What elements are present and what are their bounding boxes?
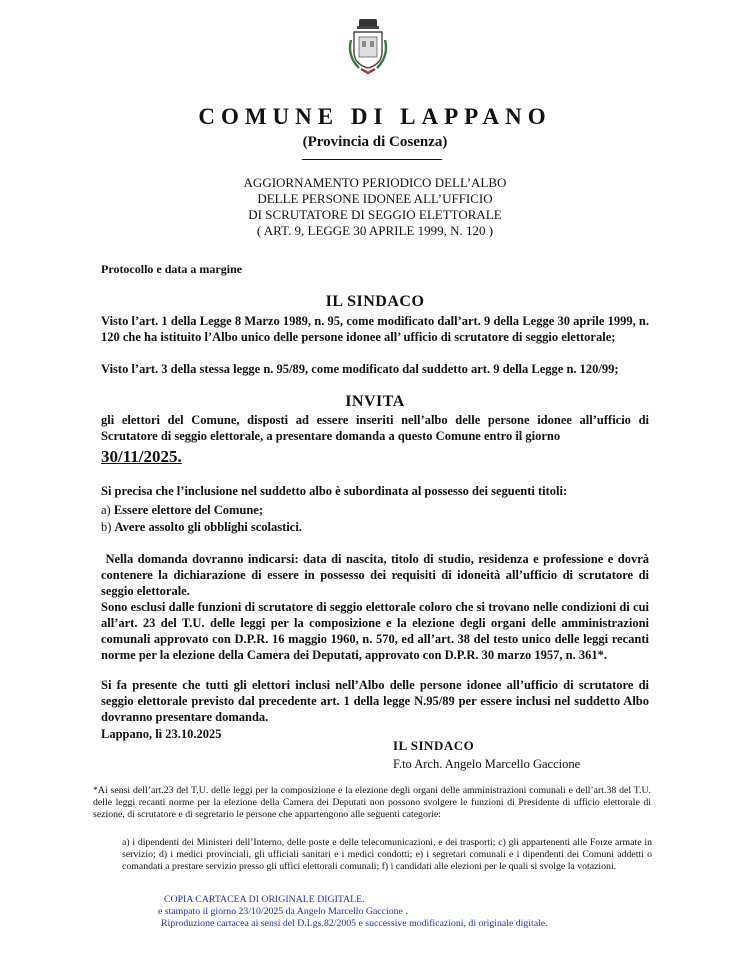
requirement-text: Avere assolto gli obblighi scolastici. [114, 520, 302, 534]
signature-title: IL SINDACO [393, 738, 475, 753]
mayor-heading: IL SINDACO [325, 293, 425, 310]
visto-paragraph-2: Visto l’art. 3 della stessa legge n. 95/89, come modificato dal suddetto art. 9 della Legge n. 120/99; [101, 362, 619, 376]
requirement-item-a [101, 503, 263, 518]
heading-line: DI SCRUTATORE DI SEGGIO ELETTORALE [248, 207, 502, 222]
heading-line: ( ART. 9, LEGGE 30 APRILE 1999, N. 120 ) [256, 223, 494, 238]
footnote-text: *Ai sensi dell’art.23 del T.U. delle leggi per la composizione e la elezione degli organi delle amministrazioni comunali e dell’art.38 del T.U. delle leggi recanti norme per la elezione della Camera dei Deputati non possono svolgere le funzioni di Presidente di ufficio elettorale di sezione, di scrutatore e di segretario le persone che appartengono alle seguenti categorie: [93, 785, 651, 820]
visto-paragraph-1: Visto l’art. 1 della Legge 8 Marzo 1989, n. 95, come modificato dall’art. 9 della Legge 30 aprile 1999, n. 120 che ha istituito l’Albo unico delle persone idonee all’ ufficio di scrutatore di seggio elettorale; [101, 314, 649, 344]
digital-copy-line-1: COPIA CARTACEA DI ORIGINALE DIGITALE. [164, 894, 365, 905]
protocol-note: Protocollo e data a margine [101, 262, 243, 276]
divider [302, 159, 442, 160]
province-subtitle: (Provincia di Cosenza) [302, 134, 448, 150]
invita-paragraph: gli elettori del Comune, disposti ad essere inseriti nell’albo delle persone idonee all’ufficio di Scrutatore di seggio elettorale, a presentare domanda a questo Comune entro il giorno [101, 413, 649, 443]
digital-copy-line-3: Riproduzione cartacea ai sensi del D.Lgs.82/2005 e successive modificazioni, di originale digitale. [161, 918, 548, 929]
invita-heading: INVITA [345, 393, 405, 410]
heading-line: AGGIORNAMENTO PERIODICO DELL’ALBO [243, 175, 507, 190]
municipality-title: COMUNE DI LAPPANO [198, 104, 552, 129]
application-paragraph: Nella domanda dovranno indicarsi: data di nascita, titolo di studio, residenza e professione e dovrà contenere la dichiarazione di essere in possesso dei requisiti di idoneità all’ufficio di scrutatore di seggio elettorale. [101, 552, 653, 598]
deadline-date: 30/11/2025. [101, 447, 182, 466]
requirement-text: Essere elettore del Comune; [113, 503, 263, 517]
signature-name: F.to Arch. Angelo Marcello Gaccione [393, 757, 581, 771]
municipal-crest-icon [345, 18, 391, 76]
requirement-letter: b) [101, 520, 112, 534]
heading-line: DELLE PERSONE IDONEE ALL’UFFICIO [257, 191, 493, 206]
footnote-list: a) i dipendenti dei Ministeri dell’Interno, delle poste e delle telecomunicazioni, e dei trasporti; c) gli appartenenti alle Forze armate in servizio; d) i medici provinciali, gli ufficiali sanitari e i medici condotti; e) i segretari comunali e i dipendenti dei Comuni addetti o comandati a prestare servizio presso gli uffici elettorali comunali; f) i candidati alle elezioni per le quali si svolge la votazioni. [122, 837, 652, 872]
requirements-intro: Si precisa che l’inclusione nel suddetto albo è subordinata al possesso dei seguenti titoli: [101, 484, 568, 498]
inclusion-paragraph: Si fa presente che tutti gli elettori inclusi nell’Albo delle persone idonee all’ufficio di scrutatore di seggio elettorale previsto dal precedente art. 1 della legge N.95/89 per essere inclusi nel suddetto Albo dovranno presentare domanda. [101, 678, 649, 724]
requirement-letter: a) [101, 503, 111, 517]
digital-copy-line-2: e stampato il giorno 23/10/2025 da Angelo Marcello Gaccione . [158, 906, 408, 917]
notice-heading [0, 175, 750, 239]
requirement-item-b [101, 520, 302, 535]
exclusions-paragraph: Sono esclusi dalle funzioni di scrutatore di seggio elettorale coloro che si trovano nelle condizioni di cui all’art. 23 del T.U. delle leggi per la composizione e la elezione degli organi delle amministrazioni comunali approvato con D.P.R. 16 maggio 1960, n. 570, ed all’art. 38 del testo unico delle leggi recanti norme per la elezione della Camera dei Deputati, approvato con D.P.R. 30 marzo 1957, n. 361*. [101, 600, 649, 662]
place-date: Lappano, lì 23.10.2025 [101, 727, 222, 741]
